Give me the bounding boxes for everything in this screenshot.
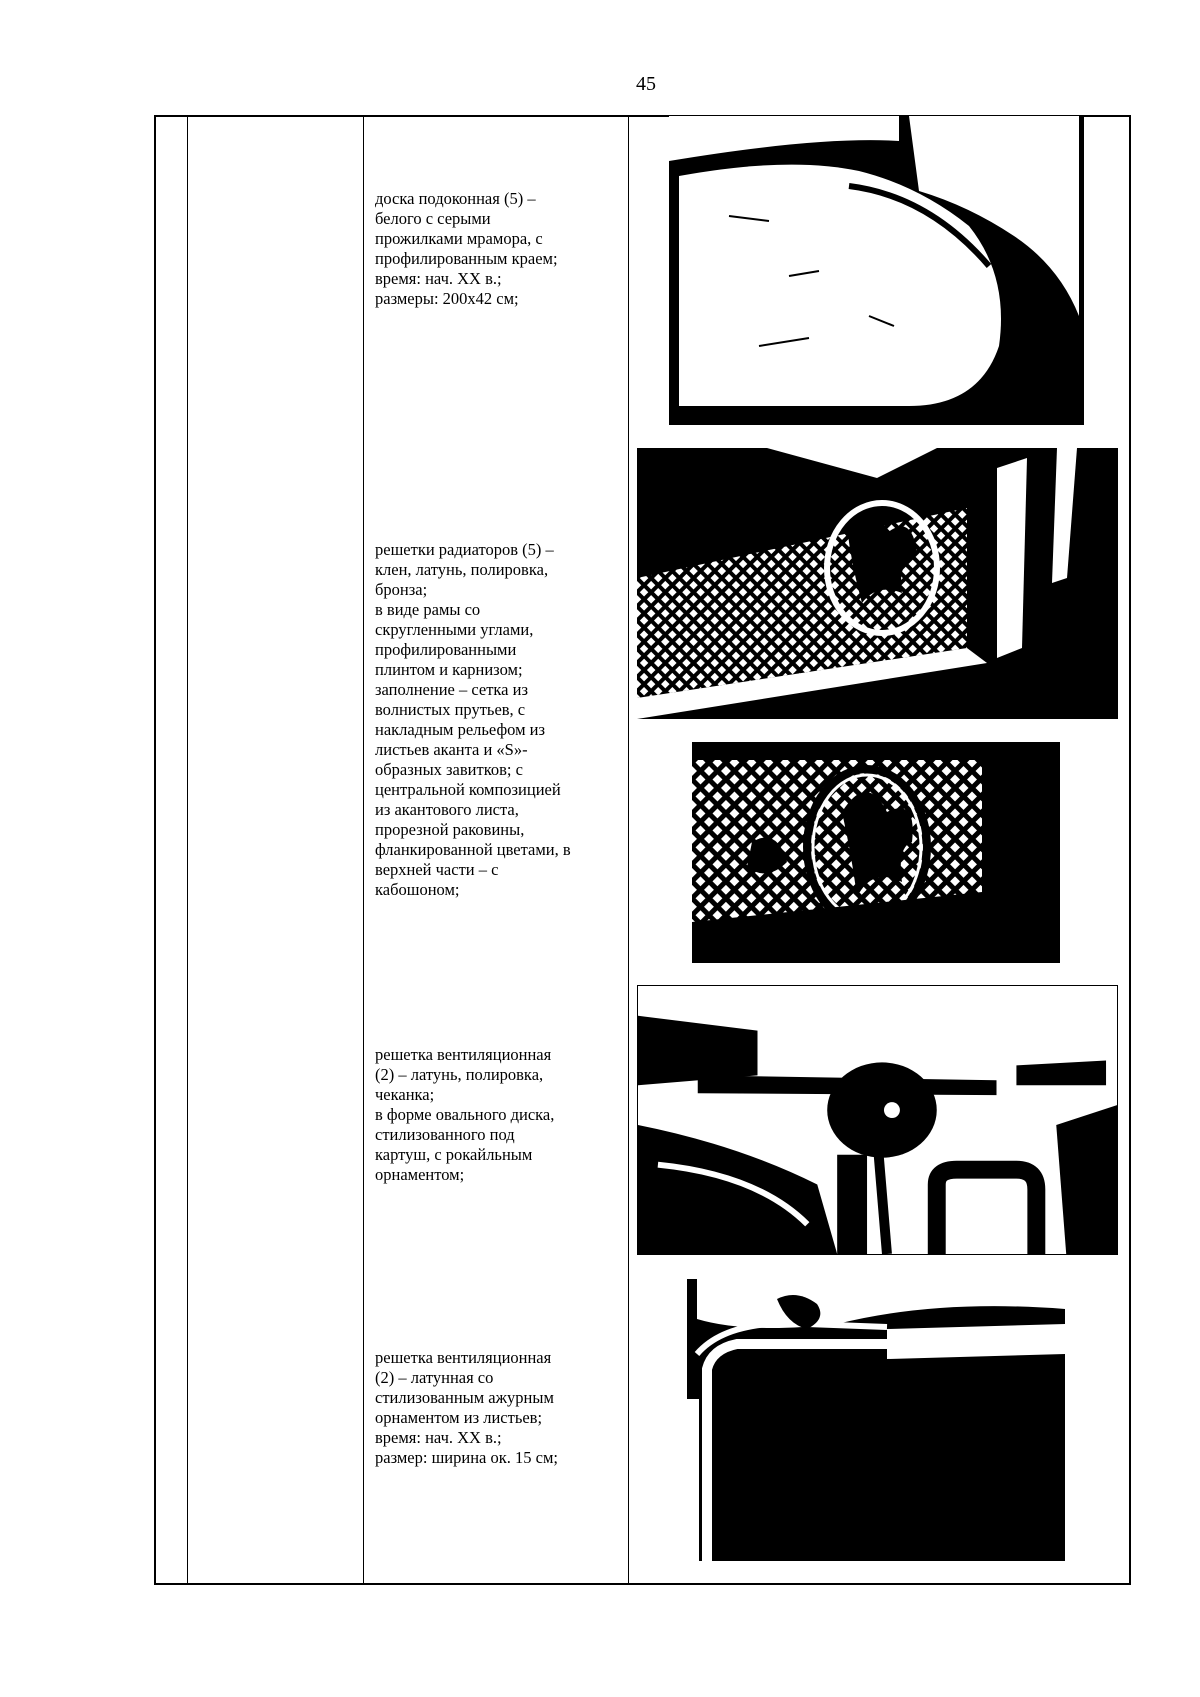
column-divider-2 [363, 115, 364, 1585]
photo-vent-grille-leaves [687, 1279, 1065, 1561]
item-description-vent-grille-leaves: решетка вентиляционная (2) – латунная со стилизованным ажурным орнаментом из листьев; время: нач. XX в.; размер: ширина ок. 15 см; [375, 1348, 558, 1467]
item-description-radiator-grilles: решетки радиаторов (5) – клен, латунь, полировка, бронза; в виде рамы со скругленными углами, профилированными плинтом и карнизом; заполнение – сетка из волнистых прутьев, с накладным рельефом из листьев аканта и «S»- образных завитков; с центральной композицией из акантового листа, прорезной раковины, фланкированной цветами, в верхней части – с кабошоном; [375, 540, 571, 899]
table-bottom-border [154, 1583, 1131, 1585]
item-description-vent-grille-oval: решетка вентиляционная (2) – латунь, полировка, чеканка; в форме овального диска, стилизованного под картуш, с рокайльным орнаментом; [375, 1045, 555, 1184]
photo-vent-grille-oval [637, 985, 1118, 1255]
page-number: 45 [636, 73, 656, 95]
table-right-border [1129, 115, 1131, 1585]
item-description-window-sill: доска подоконная (5) – белого с серыми прожилками мрамора, с профилированным краем; время: нач. XX в.; размеры: 200х42 см; [375, 189, 558, 308]
column-divider-1 [187, 115, 188, 1585]
table-left-border [154, 115, 156, 1585]
photo-radiator-grille-detail [692, 742, 1060, 963]
photo-window-sill [669, 116, 1084, 425]
column-divider-3 [628, 115, 629, 1585]
photo-radiator-grille-wide [637, 448, 1118, 719]
